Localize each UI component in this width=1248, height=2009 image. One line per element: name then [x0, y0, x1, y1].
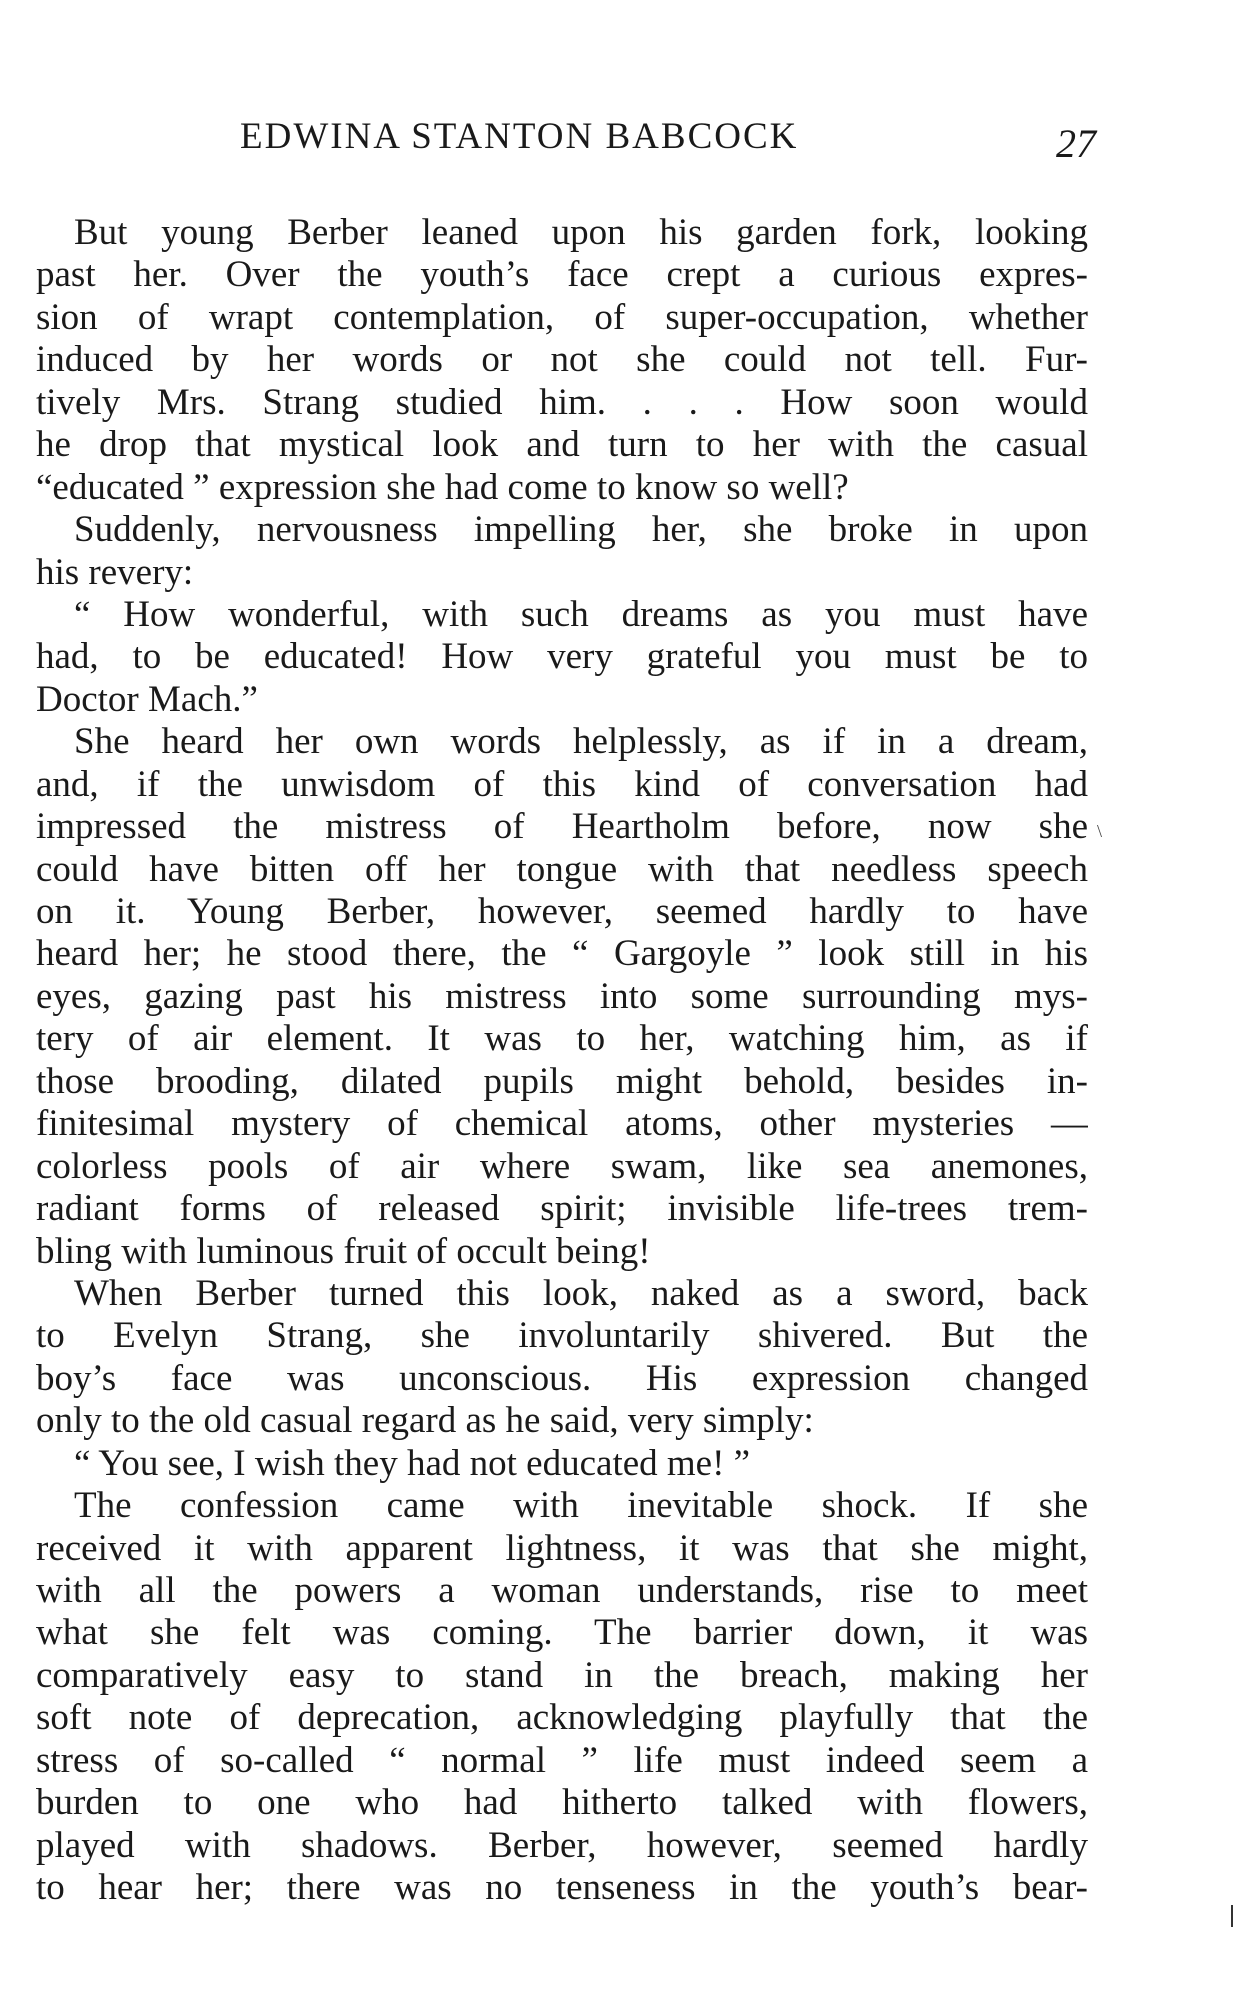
text-line: “educated ” expression she had come to know so well? [36, 466, 849, 508]
text-line: “ You see, I wish they had not educated me! ” [74, 1442, 751, 1484]
text-line: finitesimal mystery of chemical atoms, other mysteries — [36, 1103, 1088, 1145]
text-line: But young Berber leaned upon his garden fork, looking [74, 212, 1088, 253]
text-line: had, to be educated! How very grateful you must be to [36, 636, 1088, 678]
body-text [36, 212, 1088, 1910]
text-line: When Berber turned this look, naked as a sword, back [74, 1272, 1088, 1314]
text-line: induced by her words or not she could not tell. Fur- [36, 339, 1088, 381]
text-line: on it. Young Berber, however, seemed hardly to have [36, 891, 1088, 932]
text-line: impressed the mistress of Heartholm before, now she [36, 806, 1088, 848]
text-line: only to the old casual regard as he said, very simply: [36, 1400, 814, 1442]
text-line: and, if the unwisdom of this kind of conversation had [36, 763, 1088, 805]
text-line: Doctor Mach.” [36, 678, 258, 720]
text-line: colorless pools of air where swam, like sea anemones, [36, 1145, 1088, 1187]
text-line: could have bitten off her tongue with that needless speech [36, 848, 1088, 890]
text-line: burden to one who had hitherto talked with flowers, [36, 1782, 1088, 1824]
scan-artifact [1231, 1905, 1233, 1927]
text-line: sion of wrapt contemplation, of super-occupation, whether [36, 296, 1088, 338]
text-line: boy’s face was unconscious. His expression changed [36, 1357, 1088, 1399]
text-line: played with shadows. Berber, however, seemed hardly [36, 1824, 1088, 1866]
text-line: to Evelyn Strang, she involuntarily shivered. But the [36, 1315, 1088, 1357]
text-line: to hear her; there was no tenseness in the youth’s bear- [36, 1867, 1088, 1909]
text-line: heard her; he stood there, the “ Gargoyle ” look still in his [36, 933, 1088, 975]
text-line: with all the powers a woman understands, rise to meet [36, 1570, 1088, 1611]
text-line: Suddenly, nervousness impelling her, she broke in upon [74, 509, 1088, 551]
text-line: tery of air element. It was to her, watching him, as if [36, 1018, 1088, 1060]
text-line: “ How wonderful, with such dreams as you must have [74, 593, 1088, 635]
text-line: bling with luminous fruit of occult being! [36, 1230, 651, 1272]
text-line: The confession came with inevitable shock. If she [74, 1485, 1088, 1527]
text-line: what she felt was coming. The barrier down, it was [36, 1612, 1088, 1654]
text-line: stress of so-called “ normal ” life must indeed seem a [36, 1739, 1088, 1781]
text-line: soft note of deprecation, acknowledging playfully that the [36, 1697, 1088, 1739]
text-line: tively Mrs. Strang studied him. . . . How soon would [36, 381, 1088, 423]
margin-mark: \ [1097, 821, 1103, 841]
text-line: his revery: [36, 551, 194, 593]
text-line: eyes, gazing past his mistress into some surrounding mys- [36, 975, 1088, 1017]
text-line: comparatively easy to stand in the breach, making her [36, 1654, 1088, 1696]
text-line: received it with apparent lightness, it was that she might, [36, 1527, 1088, 1569]
text-line: those brooding, dilated pupils might behold, besides in- [36, 1060, 1088, 1102]
running-head: EDWINA STANTON BABCOCK [240, 116, 799, 157]
text-line: past her. Over the youth’s face crept a curious expres- [36, 254, 1088, 296]
page-number: 27 [1056, 121, 1096, 166]
text-line: radiant forms of released spirit; invisible life-trees trem- [36, 1188, 1088, 1230]
text-line: he drop that mystical look and turn to her with the casual [36, 424, 1088, 466]
text-line: She heard her own words helplessly, as if in a dream, [74, 721, 1088, 763]
